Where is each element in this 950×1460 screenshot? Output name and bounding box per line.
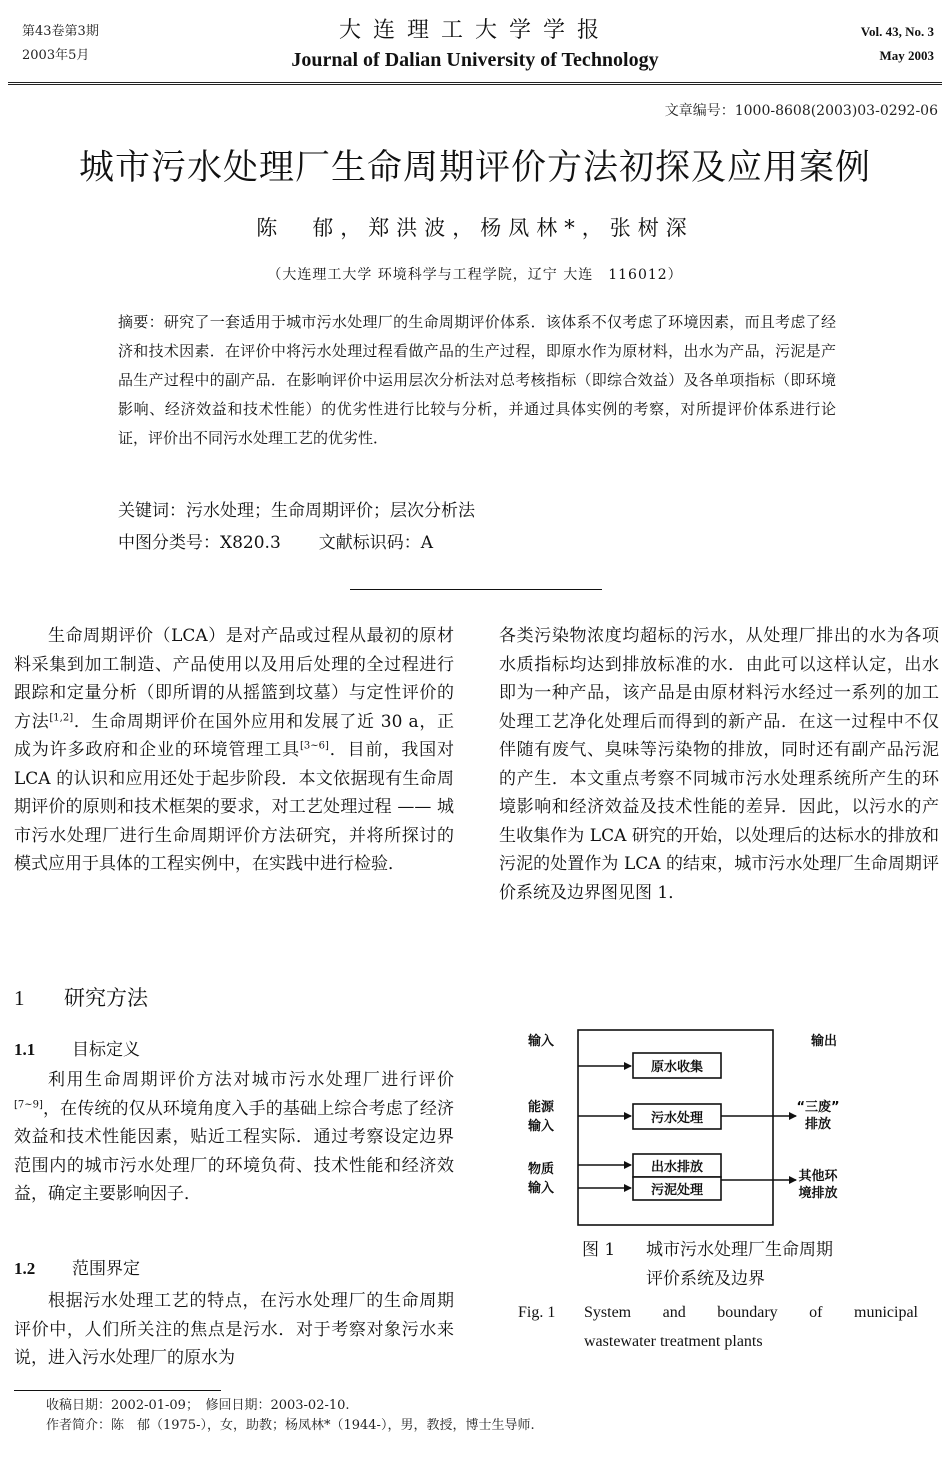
footnote-rule: [14, 1390, 221, 1391]
subsection-heading-1-2: [14, 1254, 140, 1279]
material-input-label-2: 输入: [528, 1181, 555, 1196]
right-column-paragraph: [499, 622, 939, 907]
journal-issue-info: [22, 20, 99, 68]
output-header: 输出: [811, 1034, 838, 1049]
energy-input-label-2: 输入: [528, 1119, 555, 1134]
goal-text-b: ，在传统的仅从环境角度入手的基础上综合考虑了经济效益和技术性能因素，贴近工程实际．通过考察设定边界范围内的城市污水处理厂的环境负荷、技术性能和经济效益，确定主要影响因子．: [14, 1098, 454, 1204]
other-output-label-2: 境排放: [798, 1186, 838, 1201]
intro-paragraph: [14, 622, 454, 879]
waste-output-label-1: “三废”: [796, 1100, 840, 1115]
section-heading-1: [14, 982, 148, 1012]
right-column-text: 各类污染物浓度均超标的污水，从处理厂排出的水为各项水质指标均达到排放标准的水．由此可以这样认定，出水即为一种产品，该产品是由原材料污水经过一系列的加工处理工艺净化处理后而得到的新产品．在这一过程中不仅伴随有废气、臭味等污染物的排放，同时还有副产品污泥的产生．本文重点考察不同城市污水处理系统所产生的环境影响和经济效益及技术性能的差异．因此，以污水的产生收集作为 LCA 研究的开始，以处理后的达标水的排放和污泥的处置作为 LCA 的结束，城市污水处理厂生命周期评价系统及边界图见图 1．: [499, 626, 939, 903]
paper-title: 城市污水处理厂生命周期评价方法初探及应用案例: [78, 148, 871, 188]
wastewater-treatment-label: 污水处理: [650, 1111, 704, 1126]
footnote: [46, 1396, 535, 1436]
publish-date-cn: 2003年5月: [22, 48, 90, 63]
author-list: 陈 郁，郑洪波，杨凤林*，张树深: [256, 216, 694, 240]
volume-issue-en: Vol. 43, No. 3: [860, 24, 934, 39]
waste-output-label-2: 排放: [804, 1117, 832, 1132]
figure-caption-en-line2: wastewater treatment plants: [584, 1333, 763, 1350]
citation-2: [3~6]: [299, 740, 329, 752]
journal-masthead: [200, 16, 750, 74]
subsection-title: 目标定义: [72, 1040, 140, 1060]
intro-text-c: ．目前，我国对 LCA 的认识和应用还处于起步阶段．本文依据现有生命周期评价的原则和技术框架的要求，对工艺处理过程 —— 城市污水处理厂进行生命周期评价方法研究，并将所探讨的模式应用于具体的工程实例中，在实践中进行检验．: [14, 740, 455, 874]
goal-text-a: 利用生命周期评价方法对城市污水处理厂进行评价: [48, 1070, 454, 1090]
scope-paragraph: [14, 1287, 454, 1373]
journal-issue-info-en: [861, 20, 934, 68]
header-rule: [8, 82, 942, 85]
effluent-discharge-label: 出水排放: [650, 1160, 704, 1175]
affiliation: （大连理工大学 环境科学与工程学院，辽宁 大连 116012）: [267, 267, 683, 283]
intro-text-a: 生命周期评价（LCA）是对产品或过程从最初的原材料采集到加工制造、产品使用以及用后处理的全过程进行跟踪和定量分析（即所谓的从摇篮到坟墓）与定性评价的方法: [14, 626, 454, 732]
classification-line: [118, 527, 475, 559]
publish-date-en: May 2003: [879, 48, 934, 63]
figure-label-cn: 图 1: [582, 1240, 616, 1260]
journal-name-cn: 大连理工大学学报: [338, 18, 611, 43]
citation-1: [1,2]: [49, 711, 74, 723]
figure-caption-cn: [500, 1236, 920, 1294]
abstract-separator: [350, 589, 602, 590]
section-number: 1: [14, 986, 25, 1010]
scope-text: 根据污水处理工艺的特点，在污水处理厂的生命周期评价中，人们所关注的焦点是污水．对于考察对象污水来说，进入污水处理厂的原水为: [14, 1291, 454, 1368]
volume-issue: 第43卷第3期: [22, 24, 99, 39]
abstract: 摘要：研究了一套适用于城市污水处理厂的生命周期评价体系．该体系不仅考虑了环境因素，而且考虑了经济和技术因素．在评价中将污水处理过程看做产品的生产过程，即原水作为原材料，出水为产品，污泥是产品生产过程中的副产品．在影响评价中运用层次分析法对总考核指标（即综合效益）及各单项指标（即环境影响、经济效益和技术性能）的优劣性进行比较与分析，并通过具体实例的考察，对所提评价体系进行论证，评价出不同污水处理工艺的优劣性．: [118, 313, 836, 447]
sludge-treatment-label: 污泥处理: [650, 1183, 704, 1198]
article-number: 文章编号：1000-8608(2003)03-0292-06: [664, 103, 938, 119]
subsection-number: 1.2: [14, 1259, 36, 1278]
author-bio: 作者简介：陈 郁（1975-），女，助教；杨凤林*（1944-），男，教授，博士生导师.: [46, 1418, 535, 1433]
other-output-label-1: 其他环: [798, 1169, 838, 1184]
keywords-block: [118, 495, 475, 559]
figure-label-en: Fig. 1: [518, 1304, 556, 1321]
figure-caption-en: [518, 1298, 918, 1356]
citation-3: [7~9]: [14, 1098, 43, 1110]
document-code: 文献标识码：A: [318, 533, 434, 553]
subsection-heading-1-1: [14, 1035, 140, 1060]
input-header: 输入: [528, 1034, 555, 1049]
figure-caption-cn-line1: 城市污水处理厂生命周期: [646, 1240, 833, 1260]
system-boundary-diagram: [518, 1020, 863, 1230]
subsection-title: 范围界定: [72, 1259, 140, 1279]
subsection-number: 1.1: [14, 1040, 36, 1059]
figure-caption-cn-line2: 评价系统及边界: [646, 1269, 765, 1289]
section-title: 研究方法: [64, 986, 148, 1010]
material-input-label-1: 物质: [528, 1162, 555, 1177]
raw-water-collection-label: 原水收集: [650, 1060, 704, 1075]
intro-text-b: ．生命周期评价在国外应用和发展了近 30 a，正成为许多政府和企业的环境管理工具: [14, 711, 455, 760]
clc-number: 中图分类号：X820.3: [118, 533, 281, 553]
received-dates: 收稿日期：2002-01-09； 修回日期：2003-02-10.: [46, 1398, 350, 1413]
figure-caption-en-line1: System and boundary of municipal: [584, 1304, 918, 1321]
journal-name-en: Journal of Dalian University of Technology: [291, 49, 659, 71]
keywords: 关键词：污水处理；生命周期评价；层次分析法: [118, 501, 475, 521]
energy-input-label-1: 能源: [528, 1100, 555, 1115]
goal-definition-paragraph: [14, 1066, 454, 1209]
